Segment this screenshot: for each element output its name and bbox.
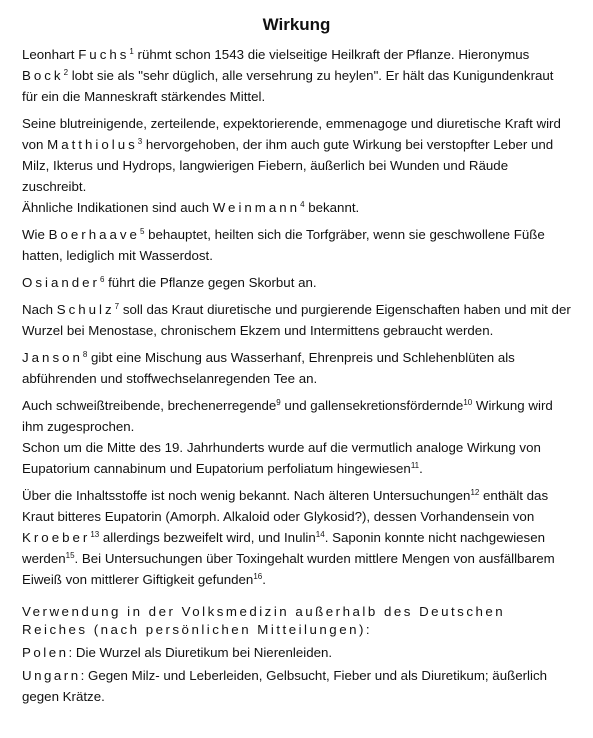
footnote-ref: 11	[410, 461, 420, 470]
text-run: Schon um die Mitte des 19. Jahrhunderts wurde auf die vermutlich analoge Wirkung von Eupatorium cannabinum und Eupatorium perfoliatum hingewiesen	[22, 440, 541, 476]
country-name: Polen	[22, 645, 69, 660]
footnote-ref: 2	[63, 68, 69, 77]
author-name: Fuchs	[78, 47, 130, 62]
text-run: bekannt.	[304, 200, 360, 215]
footnote-ref: 1	[129, 47, 134, 56]
paragraph	[22, 224, 571, 266]
footnote-ref: 13	[90, 530, 100, 539]
footnote-ref: 5	[139, 227, 145, 236]
text-run: Über die Inhaltsstoffe ist noch wenig bekannt. Nach älteren Untersuchungen	[22, 488, 471, 503]
paragraph	[22, 272, 571, 293]
author-name: Schulz	[56, 302, 115, 317]
body-text	[22, 44, 571, 590]
author-name: Weinmann	[212, 200, 301, 215]
section-heading: Verwendung in der Volksmedizin außerhalb des Deutschen Reiches (nach persönlichen Mitteilungen):	[22, 604, 506, 637]
footnote-ref: 4	[300, 200, 305, 209]
author-name: Osiander	[22, 275, 100, 290]
country-list	[22, 642, 571, 707]
page-title: Wirkung	[262, 15, 331, 34]
text-run: lobt sie als "sehr düglich, alle versehrung zu heylen". Er hält das Kunigundenkraut für ein die Manneskraft stärkendes Mittel.	[22, 68, 554, 104]
paragraph	[22, 395, 571, 437]
text-run: . Saponin konnte nicht nachgewiesen werden	[22, 530, 545, 566]
paragraph	[22, 299, 571, 341]
footnote-ref: 14	[315, 530, 325, 539]
paragraph	[22, 113, 571, 197]
country-name: Ungarn	[22, 668, 81, 683]
text-run: gibt eine Mischung aus Wasserhanf, Ehrenpreis und Schlehenblüten als abführenden und stoffwechselanregenden Tee an.	[22, 350, 515, 386]
paragraph	[22, 437, 571, 479]
footnote-ref: 7	[114, 302, 120, 311]
footnote-ref: 3	[137, 137, 143, 146]
paragraph	[22, 44, 571, 107]
text-run: rühmt schon 1543 die vielseitige Heilkraft der Pflanze. Hieronymus	[133, 47, 530, 62]
text-run: und gallensekretionsfördernde	[280, 398, 464, 413]
footnote-ref: 8	[82, 350, 88, 359]
text-run: führt die Pflanze gegen Skorbut an.	[104, 275, 317, 290]
footnote-ref: 6	[99, 275, 105, 284]
country-entry	[22, 665, 571, 707]
footnote-ref: 9	[276, 398, 281, 407]
footnote-ref: 10	[463, 398, 473, 407]
text-run: Wirkung wird ihm zugesprochen.	[22, 398, 553, 434]
author-name: Bock	[22, 68, 64, 83]
text-run: Seine blutreinigende, zerteilende, expektorierende, emmenagoge und diuretische Kraft wird von	[22, 116, 561, 152]
text-run: .	[419, 461, 423, 476]
text-run: Nach	[22, 302, 57, 317]
text-run: soll das Kraut diuretische und purgierende Eigenschaften haben und mit der Wurzel bei Menostase, chronischem Ekzem und Intermittens gebraucht werden.	[22, 302, 571, 338]
paragraph	[22, 197, 571, 218]
text-run: Ähnliche Indikationen sind auch	[22, 200, 213, 215]
text-run: Wie	[22, 227, 49, 242]
footnote-ref: 15	[65, 551, 75, 560]
text-run: hervorgehoben, der ihm auch gute Wirkung bei verstopfter Leber und Milz, Ikterus und Hydrops, langwierigen Fiebern, äußerlich bei Wunden und Räude zuschreibt.	[22, 137, 554, 194]
paragraph	[22, 485, 571, 590]
footnote-ref: 16	[253, 572, 263, 581]
country-entry	[22, 642, 571, 663]
text-run: Leonhart	[22, 47, 79, 62]
text-run: .	[262, 572, 266, 587]
paragraph	[22, 347, 571, 389]
text-run: allerdings bezweifelt wird, und Inulin	[99, 530, 316, 545]
author-name: Boerhaave	[48, 227, 140, 242]
country-text: : Die Wurzel als Diuretikum bei Nierenleiden.	[68, 645, 333, 660]
country-text: : Gegen Milz- und Leberleiden, Gelbsucht, Fieber und als Diuretikum; äußerlich gegen Krätze.	[22, 668, 547, 704]
text-run: . Bei Untersuchungen über Toxingehalt wurden mittlere Mengen von ausfällbarem Eiweiß von mittlerer Giftigkeit gefunden	[22, 551, 555, 587]
author-name: Janson	[22, 350, 83, 365]
text-run: behauptet, heilten sich die Torfgräber, wenn sie geschwollene Füße hatten, lediglich mit Wasserdost.	[22, 227, 545, 263]
footnote-ref: 12	[470, 488, 480, 497]
text-run: enthält das Kraut bitteres Eupatorin (Amorph. Alkaloid oder Glykosid?), dessen Vorhandensein von	[22, 488, 549, 524]
author-name: Kroeber	[22, 530, 91, 545]
author-name: Matthiolus	[47, 137, 138, 152]
text-run: Auch schweißtreibende, brechenerregende	[22, 398, 277, 413]
